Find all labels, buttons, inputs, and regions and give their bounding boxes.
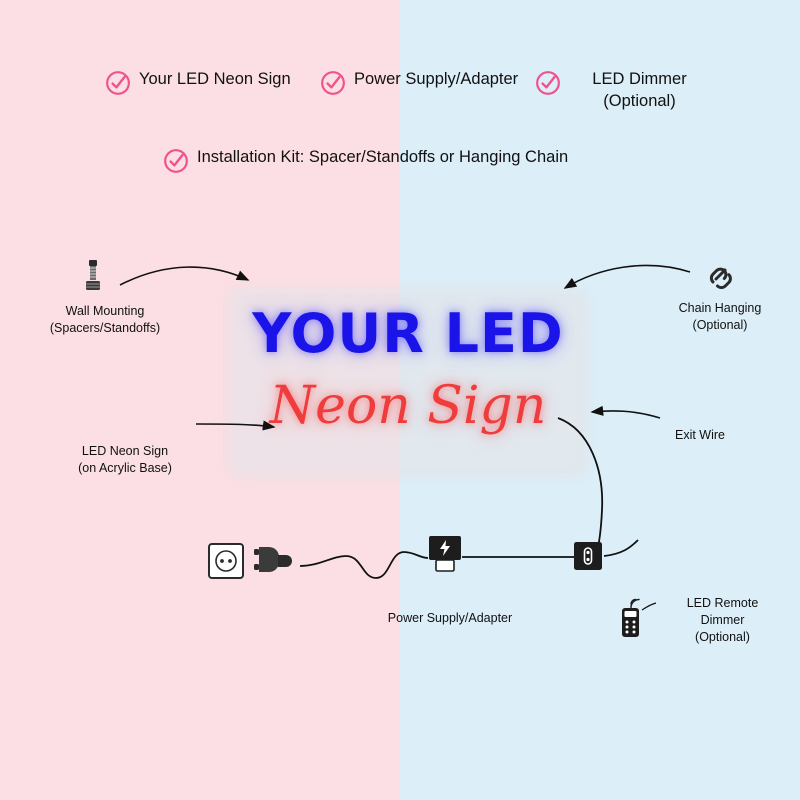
- callout-power-supply: [360, 610, 540, 627]
- checklist-item-1-label: Your LED Neon Sign: [139, 70, 291, 88]
- callout-led-remote-dimmer: [615, 595, 790, 646]
- checklist-item-3: [535, 68, 710, 113]
- check-circle-icon: [105, 70, 131, 96]
- screw-bolt-icon: [80, 258, 106, 303]
- callout-chain-hanging-line1: Chain Hanging: [678, 301, 762, 315]
- checklist-item-4-label: Installation Kit: Spacer/Standoffs or Hanging Chain: [197, 148, 569, 166]
- callout-led-remote-dimmer-line2: Dimmer: [700, 612, 745, 627]
- callout-led-neon-sign-line2: (on Acrylic Base): [78, 460, 172, 475]
- power-adapter-icon: [428, 535, 462, 584]
- neon-sign-graphic: [228, 288, 588, 478]
- callout-exit-wire-line1: Exit Wire: [675, 428, 725, 442]
- callout-led-remote-dimmer-line3: (Optional): [695, 629, 750, 644]
- callout-wall-mounting-line1: Wall Mounting: [65, 304, 145, 318]
- check-circle-icon: [163, 148, 189, 174]
- callout-led-neon-sign-line1: LED Neon Sign: [81, 444, 169, 458]
- callout-wall-mounting: [20, 303, 190, 337]
- checklist-item-2-label: Power Supply/Adapter: [354, 70, 519, 88]
- checklist-item-1: [105, 68, 305, 96]
- chain-link-icon: [704, 258, 738, 297]
- dimmer-module-icon: [573, 541, 603, 576]
- callout-exit-wire: [660, 427, 740, 444]
- callout-led-neon-sign: [45, 443, 205, 477]
- callout-wall-mounting-line2: (Spacers/Standoffs): [49, 320, 161, 335]
- checklist-item-2: [320, 68, 525, 96]
- plug-icon: [252, 542, 304, 587]
- callout-power-supply-line1: Power Supply/Adapter: [387, 611, 513, 625]
- callout-chain-hanging: [640, 300, 800, 334]
- callout-led-remote-dimmer-line1: LED Remote: [686, 596, 759, 610]
- check-circle-icon: [535, 70, 561, 96]
- check-circle-icon: [320, 70, 346, 96]
- neon-sign-line-1: YOUR LED: [252, 302, 564, 365]
- wall-socket-icon: [208, 543, 244, 584]
- checklist-item-4: [163, 146, 653, 174]
- callout-chain-hanging-line2: (Optional): [692, 317, 748, 332]
- neon-sign-line-2: Neon Sign: [269, 376, 547, 436]
- checklist-item-3-label: LED Dimmer (Optional): [592, 70, 687, 111]
